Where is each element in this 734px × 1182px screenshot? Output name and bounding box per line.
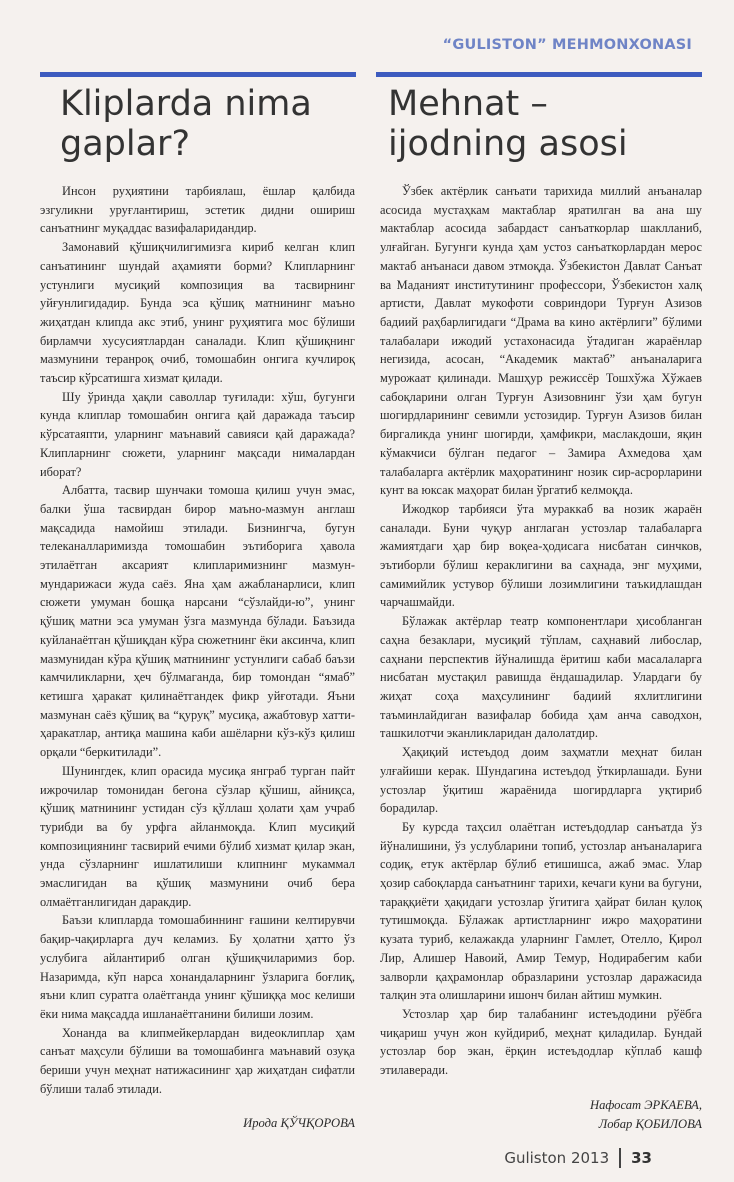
right-article-title [380,84,702,164]
paragraph: Замонавий қўшиқчилигимизга кириб келган клип санъатининг шундай аҳамияти борми? Клипларнинг устунлиги мусиқий композиция ва тасвирнинг уйғунлигидадир. Бунда эса қўшиқ матнининг маъно жиҳатдан клипда акс этиб, унинг руҳиятига мос бўлиши бирламчи хусусиятлардан саналади. Клип қўшиқнинг мазмунини теранроқ очиб, томошабин онгига кучлироқ таъсир кўрсатишга хизмат қилади. [40,240,355,386]
paragraph: Ўзбек актёрлик санъати тарихида миллий анъаналар асосида мустаҳкам мактаблар яратилган ва ана шу мактаблар асосида забардаст санъаткорлар шаклланиб, улғайган. Бугунги кунда ҳам устоз санъаткорлардан мерос мактаб анъанаси давом этмоқда. Ўзбекистон Давлат Санъат ва Маданият институтининг профессори, Ўзбекистон халқ артисти, Давлат мукофоти совриндори Турғун Азизов бадиий раҳбарлигидаги “Драма ва кино актёрлиги” бўлими талабалари ижодий устахонасида ўтадиган жараёнлар негизида, асосан, “Академик мактаб” анъаналарига мурожаат қилинади. Машҳур режиссёр Тошхўжа Хўжаев сабоқларини олган Турғун Азизовнинг ўзи ҳам бугун шогирдларининг севимли устозидир. Турғун Азизов билан биргаликда унинг шогирди, ҳамфикри, маслакдоши, яқин кўмакчиси бўлган педагог – Замира Ахмедова ҳам талабаларга актёрлик маҳоратининг нозик сир-асрорларини кунт ва юксак маҳорат билан ўргатиб келмоқда. [380,184,702,498]
left-article-body [40,182,355,1098]
section-title: “GULISTON” MEHMONXONASI [442,37,692,53]
paragraph: Шунингдек, клип орасида мусиқа янграб турган пайт ижрочилар томонидан бегона сўзлар қўшиш, айниқса, қўшиқ матнининг устидан сўз қўллаш ҳолати ҳам учраб турибди ва бу урфга айланмоқда. Клип мусиқий композициянинг тасвирий ечими бўлиб хизмат қилар экан, унда сўзларнинг ишлатилиши клипнинг мукаммал эмаслигидан ва қўшиқ мазмунини очиб бера олмаётганлигидан даракдир. [40,763,355,909]
paragraph: Ижодкор тарбияси ўта мураккаб ва нозик жараён саналади. Буни чуқур англаган устозлар талабаларга жамиятдаги ҳар бир воқеа-ҳодисага нисбатан синчков, эътиборли бўлиш кераклигини ва саҳнада, энг муҳими, самимийлик устувор бўлиши лозимлигини таъкидлашдан чарчашмайди. [380,501,702,610]
left-article [40,84,355,1133]
right-accent-bar [376,72,702,77]
paragraph: Баъзи клипларда томошабиннинг ғашини келтирувчи бақир-чақирларга дуч келамиз. Бу ҳолатни ҳатто ўз услубига айлантириб олган қўшиқчиларимиз бор. Назаримда, кўп нарса хонандаларнинг ўзларига боғлиқ, яъни клип суратга олаётганда унинг қўшиққа мос келиши ёки нима мақсадда ишланаётганини билиши лозим. [40,913,355,1021]
paragraph: Шу ўринда ҳақли саволлар туғилади: хўш, бугунги кунда клиплар томошабин онгига қай даражада таъсир кўрсатаяпти, уларнинг маънавий савияси қай даражада? Клипларнинг сюжети, уларнинг мақсади нималардан иборат? [40,389,355,479]
left-accent-bar [40,72,356,77]
paragraph: Ҳақиқий истеъдод доим заҳматли меҳнат билан улғайиши керак. Шундагина истеъдод ўткирлашади. Буни устозлар ўқитиш жараёнида шогирдларга уқтириб борадилар. [380,745,702,816]
footer-divider [619,1148,621,1168]
paragraph: Бўлажак актёрлар театр компонентлари ҳисобланган саҳна безаклари, мусиқий тўплам, саҳнавий либослар, саҳнани перспектив йўналишда ёритиш каби масалаларга нисбатан мустақил равишда ёндашадилар. Улардаги бу жиҳат соҳа маҳсулининг бадиий яхлитлигини таъминлайдиган вазифалар бобида ҳам анча саводхон, ташкилотчи эканликларидан далолатдир. [380,614,702,741]
left-article-title [40,84,355,164]
title-line-2: gaplar? [60,124,191,164]
paragraph: Инсон руҳиятини тарбиялаш, ёшлар қалбида эзгуликни уруғлантириш, эстетик дидни ошириш санъатнинг муқаддас вазифаларидандир. [40,184,355,236]
author-2: Лобар ҚОБИЛОВА [598,1116,702,1131]
left-article-author: Ирода ҚЎЧҚОРОВА [243,1116,355,1131]
paragraph: Бу курсда таҳсил олаётган истеъдодлар санъатда ўз йўналишини, ўз услубларини топиб, устозлар анъаналарига содиқ, етук актёрлар бўлиб етишишса, ажаб эмас. Улар ҳозир сабоқларда санъатнинг тарихи, кечаги куни ва бугуни, тараққиёти ҳақидаги устозлар ўгитига ҳайрат билан қулоқ тутишмоқда. Бўлажак артистларнинг ижро маҳоратини кузата туриб, келажакда уларнинг Гамлет, Отелло, Қирол Лир, Алишер Навоий, Амир Темур, Нодирабегим каби залворли қаҳрамонлар образларини устозлар даражасида талқин эта олишларини ишонч билан айтиш мумкин. [380,819,702,1003]
title-line-2: ijodning asosi [388,124,628,164]
title-line-1: Kliplarda nima [60,84,312,124]
paragraph: Устозлар ҳар бир талабанинг истеъдодини рўёбга чиқариш учун жон куйдириб, меҳнат қиладилар. Бундай устозлар бор экан, ёрқин истеъдодлар кўплаб кашф этилаверади. [380,1006,702,1078]
right-article-body [380,182,702,1080]
right-article-authors [380,1096,702,1134]
page-number: 33 [631,1148,652,1167]
paragraph: Албатта, тасвир шунчаки томоша қилиш учун эмас, балки ўша тасвирдан бирор маъно-мазмун англаш мақсадида намойиш этилади. Бизнингча, бугун телеканалларимизда томошабин эътиборига ҳавола этилаётган аксарият клипларимизнинг мазмун-мундарижаси жуда саёз. Яна ҳам ажабланарлиси, клип сюжети умуман бошқа нарсани “сўзлайди-ю”, унинг қўшиқ матни эса умуман ўзга мазмунда бўлади. Баъзида куйланаётган қўшиқдан кўра сюжетнинг ёки аксинча, клип мазмунидан кўра қўшиқ матнининг устунлиги сабаб баъзи камчиликларни, ҳеч бўлмаганда, бир томондан “ямаб” кетишга ҳаракат қилинаётгандек фикр уйғотади. Яъни мазмунан саёз қўшиқ ва “қуруқ” мусиқа, ажабтовур хатти-ҳаракатлар, антиқа машина каби ашёларни кўз-кўз қилиш орқали “беркитилади”. [40,483,355,760]
publication-name: Guliston 2013 [504,1148,610,1167]
title-line-1: Mehnat – [388,84,548,124]
right-article [380,84,702,1134]
author-1: Нафосат ЭРКАЕВА, [589,1097,702,1112]
paragraph: Хонанда ва клипмейкерлардан видеоклиплар ҳам санъат маҳсули бўлиши ва томошабинга маънавий озуқа бериши учун меҳнат натижасининг ҳар жиҳатдан сифатли бўлиши талаб этилади. [40,1025,355,1096]
page-footer [504,1148,652,1168]
